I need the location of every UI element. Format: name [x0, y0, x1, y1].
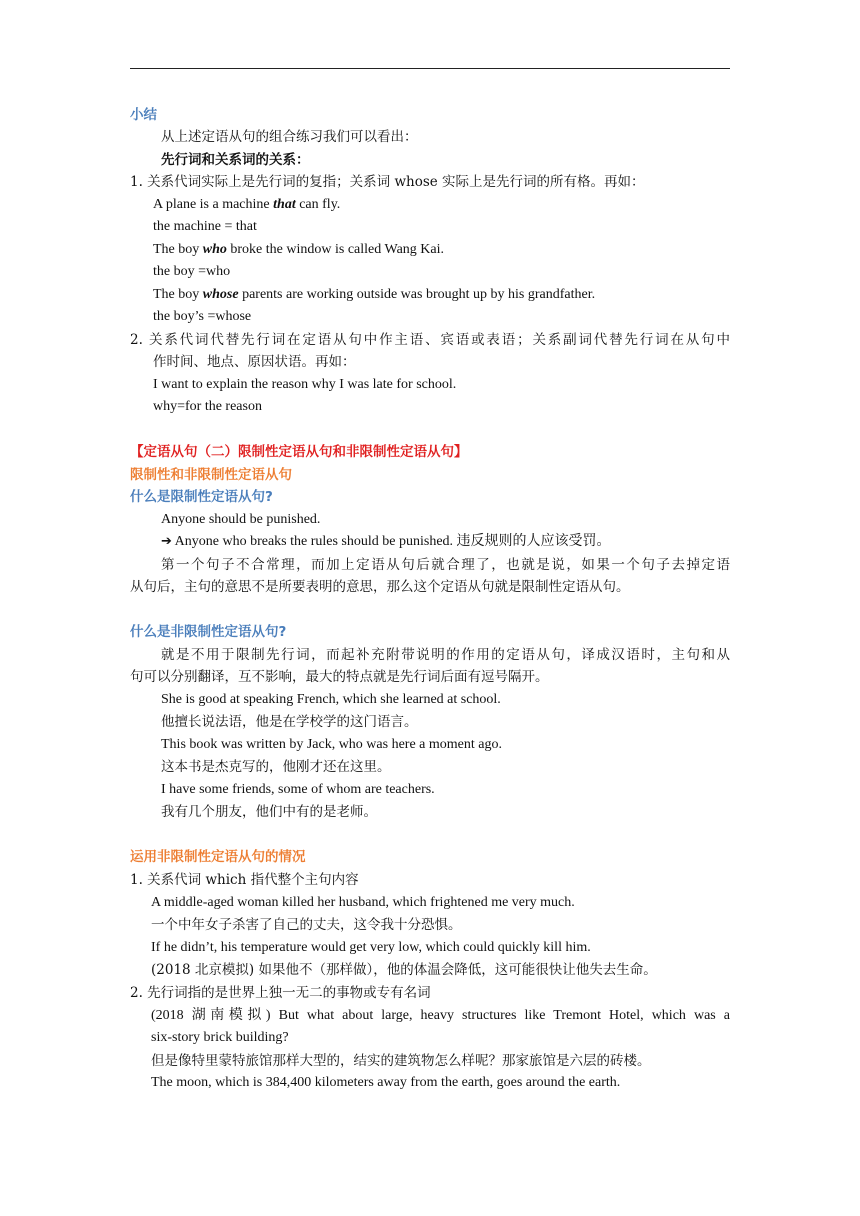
example-translation: 他擅长说法语，他是在学校学的这门语言。 [161, 714, 418, 730]
section-subheading: 运用非限制性定语从句的情况 [130, 849, 306, 865]
list-item: 2. 先行词指的是世界上独一无二的事物或专有名词 [130, 985, 431, 1001]
relative-word: that [273, 197, 296, 212]
example-equation: the boy =who [153, 264, 231, 279]
section-subheading: 限制性和非限制性定语从句 [130, 467, 292, 483]
paragraph: 就是不用于限制先行词，而起补充附带说明的作用的定语从句，译成汉语时，主句和从 [161, 647, 730, 663]
example-equation: why=for the reason [153, 399, 262, 414]
example-sentence: The boy whose parents are working outside was brought up by his grandfather. [153, 287, 596, 302]
summary-point-2-cont: 作时间、地点、原因状语。再如： [153, 354, 356, 370]
example-sentence: If he didn’t, his temperature would get very low, which could quickly kill him. [151, 940, 591, 955]
summary-point-1: 1. 关系代词实际上是先行词的复指；关系词 whose 实际上是先行词的所有格。再如： [130, 174, 645, 190]
example-equation: the boy’s =whose [153, 309, 252, 324]
paragraph-cont: 从句后，主句的意思不是所要表明的意思，那么这个定语从句就是限制性定语从句。 [130, 579, 630, 595]
question-heading: 什么是非限制性定语从句? [130, 624, 287, 640]
example-sentence: She is good at speaking French, which she learned at school. [161, 692, 501, 707]
paragraph: 第一个句子不合常理，而加上定语从句后就合理了，也就是说，如果一个句子去掉定语 [161, 557, 730, 573]
example-sentence: This book was written by Jack, who was here a moment ago. [161, 737, 502, 752]
summary-point-2: 2. 关系代词代替先行词在定语从句中作主语、宾语或表语；关系副词代替先行词在从句中 [130, 332, 730, 348]
summary-subtitle: 先行词和关系词的关系： [161, 152, 310, 168]
example-sentence: ➔ Anyone who breaks the rules should be punished. 违反规则的人应该受罚。 [161, 534, 611, 549]
example-equation: the machine = that [153, 219, 257, 234]
example-sentence-cont: six-story brick building? [151, 1030, 289, 1045]
summary-title: 小结 [130, 107, 157, 123]
example-translation: 一个中年女子杀害了自己的丈夫，这令我十分恐惧。 [151, 917, 462, 933]
paragraph-cont: 句可以分别翻译，互不影响，最大的特点就是先行词后面有逗号隔开。 [130, 669, 549, 685]
example-sentence: I have some friends, some of whom are teachers. [161, 782, 435, 797]
header-rule [130, 68, 730, 69]
example-sentence: A middle-aged woman killed her husband, which frightened me very much. [151, 895, 575, 910]
example-sentence: (2018 湖南模拟) But what about large, heavy structures like Tremont Hotel, which was a [151, 1008, 730, 1023]
example-sentence: I want to explain the reason why I was late for school. [153, 377, 457, 392]
list-item: 1. 关系代词 which 指代整个主句内容 [130, 872, 359, 888]
example-translation: 但是像特里蒙特旅馆那样大型的，结实的建筑物怎么样呢？那家旅馆是六层的砖楼。 [151, 1053, 651, 1069]
relative-word: whose [202, 287, 239, 302]
arrow-right-icon: ➔ [161, 534, 172, 549]
question-heading: 什么是限制性定语从句? [130, 489, 273, 505]
example-sentence: Anyone should be punished. [161, 512, 321, 527]
example-translation: (2018 北京模拟) 如果他不（那样做），他的体温会降低，这可能很快让他失去生命。 [151, 962, 657, 978]
example-sentence: The boy who broke the window is called Wang Kai. [153, 242, 445, 257]
summary-intro: 从上述定语从句的组合练习我们可以看出： [161, 129, 418, 145]
relative-word: who [202, 242, 227, 257]
example-sentence: The moon, which is 384,400 kilometers away from the earth, goes around the earth. [151, 1075, 621, 1090]
example-sentence: A plane is a machine that can fly. [153, 197, 341, 212]
example-translation: 我有几个朋友，他们中有的是老师。 [161, 804, 377, 820]
section-heading: 【定语从句（二）限制性定语从句和非限制性定语从句】 [130, 444, 468, 460]
example-translation: 这本书是杰克写的，他刚才还在这里。 [161, 759, 391, 775]
